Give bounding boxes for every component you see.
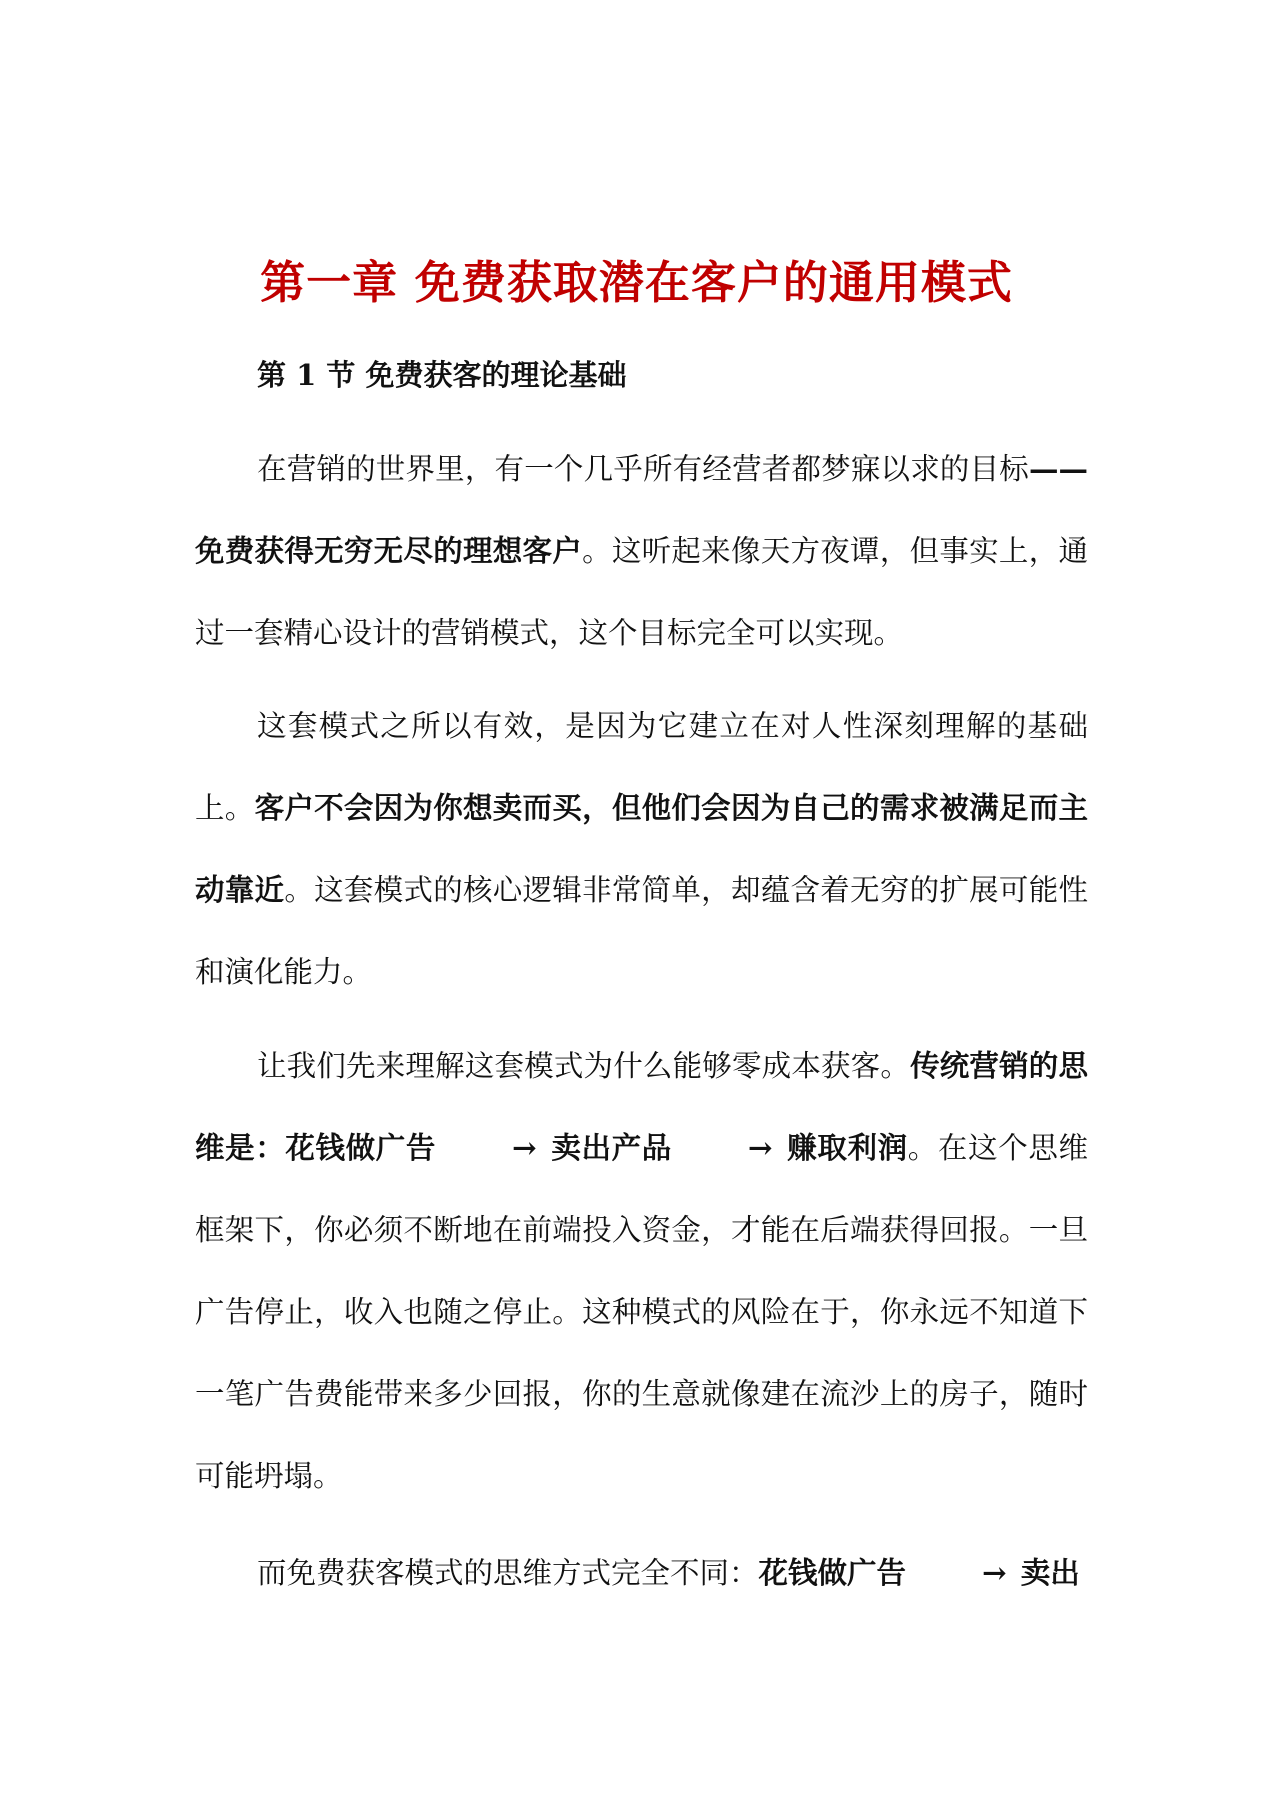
paragraph-3-bold-c: 赚取利润: [786, 1130, 908, 1165]
paragraph-1-bold: ——免费获得无穷无尽的理想客户: [195, 451, 1088, 568]
paragraph-1-text-b: 。这听起来像天方夜谭，但事实上，通过一套精心设计的营销模式，这个目标完全可以实现。: [195, 534, 1088, 650]
paragraph-4-text-a: 而免费获客模式的思维方式完全不同：: [257, 1556, 759, 1590]
paragraph-2: [195, 685, 1088, 1013]
paragraph-2-bold: 客户不会因为你想卖而买，但他们会因为自己的需求被满足而主动靠近: [195, 790, 1088, 907]
paragraph-3-text-b: 。在这个思维框架下，你必须不断地在前端投入资金，才能在后端获得回报。一旦广告停止，收入也随之停止。这种模式的风险在于，你永远不知道下一笔广告费能带来多少回报，你的生意就像建在流沙上的房子，随时可能坍塌。: [195, 1131, 1088, 1493]
paragraph-3-text-a: 让我们先来理解这套模式为什么能够零成本获客。: [257, 1049, 911, 1083]
paragraph-4: [195, 1532, 1088, 1614]
paragraph-4-bold-a: 花钱做广告: [758, 1555, 907, 1590]
paragraph-3: [195, 1025, 1088, 1517]
paragraph-3-bold-b: 卖出产品: [550, 1130, 672, 1165]
arrow-right-icon: →: [747, 1130, 773, 1165]
section-heading: 第 1 节 免费获客的理论基础: [257, 358, 627, 392]
paragraph-3-bold-a: 传统营销的思维是：花钱做广告: [195, 1048, 1088, 1165]
paragraph-1-text-a: 在营销的世界里，有一个几乎所有经营者都梦寐以求的目标: [257, 452, 1029, 486]
arrow-right-icon: →: [982, 1555, 1007, 1590]
chapter-title: 第一章 免费获取潜在客户的通用模式: [260, 256, 1013, 309]
paragraph-2-text-b: 。这套模式的核心逻辑非常简单，却蕴含着无穷的扩展可能性和演化能力。: [195, 873, 1088, 989]
paragraph-2-text-a: 这套模式之所以有效，是因为它建立在对人性深刻理解的基础上。: [195, 709, 1088, 825]
paragraph-4-bold-b: 卖出: [1020, 1555, 1080, 1590]
arrow-right-icon: →: [512, 1130, 537, 1165]
paragraph-1: [195, 428, 1088, 674]
